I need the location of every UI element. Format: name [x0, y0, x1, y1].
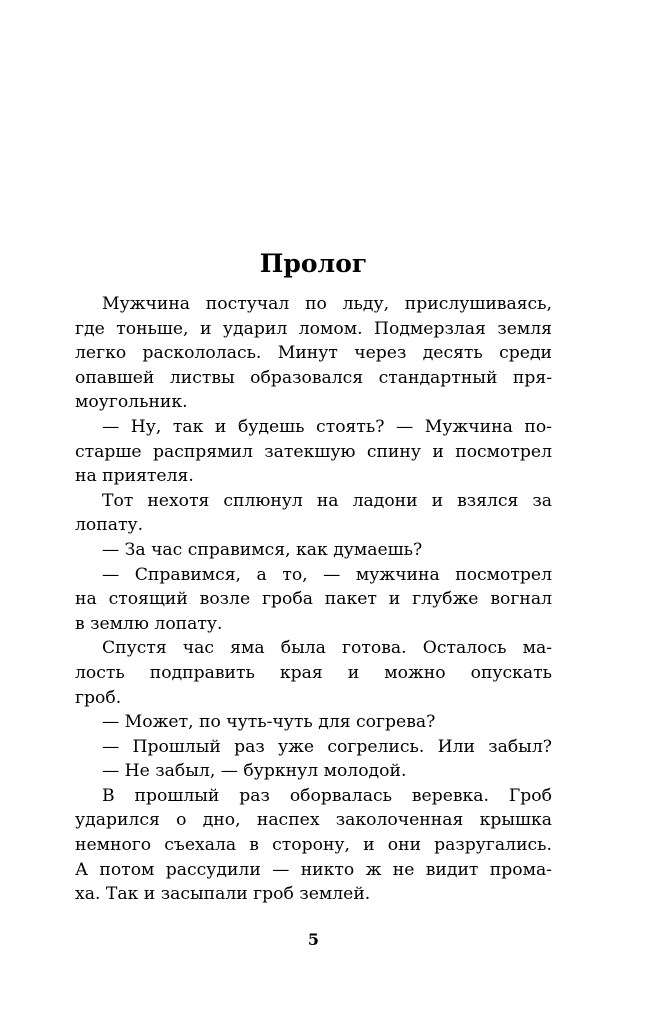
page-number: 5	[307, 930, 320, 949]
text-line: — За час справимся, как думаешь?	[102, 539, 423, 560]
text-line: Мужчина постучал по льду, прислушиваясь,	[102, 294, 552, 314]
text-line: Тот нехотя сплюнул на ладони и взялся за	[102, 490, 552, 511]
text-line: — Не забыл, — буркнул молодой.	[102, 761, 407, 782]
text-line: на приятеля.	[75, 466, 194, 487]
text-line: моугольник.	[75, 392, 188, 413]
text-line: старше распрямил затекшую спину и посмотрел	[75, 441, 552, 462]
text-line: где тоньше, и ударил ломом. Подмерзлая земля	[75, 318, 552, 339]
book-page	[75, 0, 552, 1034]
text-line: легко раскололась. Минут через десять среди	[75, 343, 552, 364]
text-line: А потом рассудили — никто ж не видит прома-	[75, 859, 552, 880]
text-line: гроб.	[75, 687, 122, 708]
text-line: лопату.	[75, 515, 144, 536]
text-line: в землю лопату.	[75, 613, 223, 634]
text-line: опавшей листвы образовался стандартный пря-	[75, 367, 552, 388]
chapter-title: Пролог	[259, 249, 368, 278]
text-line: В прошлый раз оборвалась веревка. Гроб	[102, 785, 552, 806]
text-line: — Прошлый раз уже согрелись. Или забыл?	[102, 736, 552, 757]
text-line: ударился о дно, наспех заколоченная крышка	[75, 810, 552, 831]
text-line: немного съехала в сторону, и они разругались.	[75, 835, 552, 856]
text-line: — Ну, так и будешь стоять? — Мужчина по-	[102, 416, 552, 437]
text-line: — Справимся, а то, — мужчина посмотрел	[102, 564, 552, 585]
text-line: ха. Так и засыпали гроб землей.	[75, 884, 371, 905]
text-line: на стоящий возле гроба пакет и глубже вогнал	[75, 589, 552, 610]
text-line: лость подправить края и можно опускать	[75, 662, 552, 683]
body-text	[75, 292, 552, 907]
text-line: Спустя час яма была готова. Осталось ма-	[102, 638, 552, 659]
text-line: — Может, по чуть-чуть для согрева?	[102, 712, 436, 733]
